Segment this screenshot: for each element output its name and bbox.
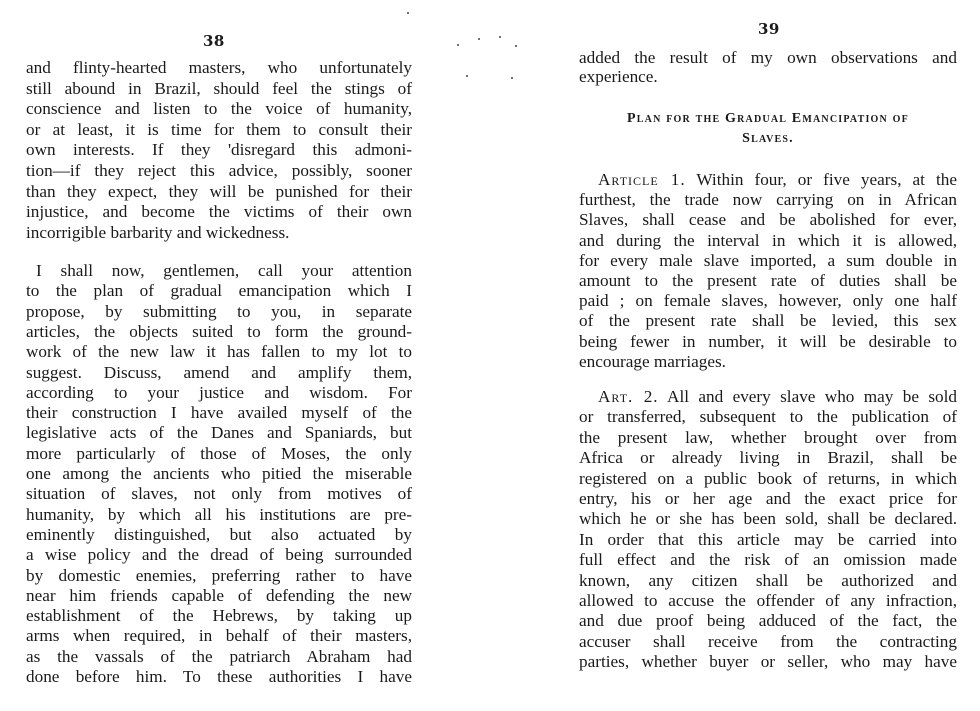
print-speck	[466, 75, 468, 77]
text-line: I shall now, gentlemen, call your attention	[36, 261, 412, 280]
print-speck	[478, 38, 480, 40]
text-line: more particularly of those of Moses, the only	[26, 443, 412, 463]
article-text: All and every slave who may be sold	[667, 387, 957, 406]
text-line: amount to the present rate of duties shall be	[579, 271, 957, 290]
text-line: entry, his or her age and the exact price for	[579, 489, 957, 508]
text-line: propose, by submitting to you, in separate	[26, 301, 412, 321]
text-line: one among the ancients who pitied the miserable	[26, 464, 412, 483]
text-line: Slaves, shall cease and be abolished for ever,	[579, 210, 957, 230]
text-line: injustice, and become the victims of their own	[26, 202, 412, 222]
text-line: and flinty-hearted masters, who unfortunately	[26, 58, 412, 77]
text-line: of the present rate shall be levied, this sex	[579, 311, 957, 331]
text-line: eminently distinguished, but also actuated by	[26, 524, 412, 544]
text-line: still abound in Brazil, should feel the stings of	[26, 78, 412, 98]
text-line: encourage marriages.	[579, 351, 726, 371]
text-line: added the result of my own observations and	[579, 48, 957, 67]
text-line: parties, whether buyer or seller, who may have	[579, 652, 957, 672]
page-number: 38	[203, 32, 225, 50]
text-line: arms when required, in behalf of their masters,	[26, 626, 412, 646]
print-speck	[511, 77, 513, 79]
page-number: 39	[758, 20, 780, 38]
text-line: conscience and listen to the voice of humanity,	[26, 99, 412, 119]
text-line: work of the new law it has fallen to my lot to	[26, 342, 412, 362]
text-line: being fewer in number, it will be desirable to	[579, 331, 957, 351]
section-heading: Slaves.	[742, 131, 794, 146]
article-2-first-line	[598, 387, 957, 407]
text-line: by domestic enemies, preferring rather to have	[26, 565, 412, 585]
article-label: Art. 2.	[598, 387, 659, 406]
text-line: accuser shall receive from the contracting	[579, 631, 957, 651]
print-speck	[499, 36, 501, 38]
text-line: registered on a public book of returns, in which	[579, 468, 957, 488]
text-line: according to your justice and wisdom. For	[26, 382, 412, 402]
article-text: Within four, or five years, at the	[696, 170, 957, 189]
text-line: and during the interval in which it is allowed,	[579, 230, 957, 250]
text-line: their construction I have availed myself of the	[26, 403, 412, 423]
text-line: incorrigible barbarity and wickedness.	[26, 222, 290, 242]
text-line: situation of slaves, not only from motives of	[26, 484, 412, 504]
print-speck	[515, 45, 517, 47]
text-line: Africa or already living in Brazil, shall be	[579, 448, 957, 468]
text-line: to the plan of gradual emancipation which I	[26, 281, 412, 301]
text-line: experience.	[579, 67, 658, 86]
text-line: and due proof being adduced of the fact, the	[579, 611, 957, 631]
text-line: legislative acts of the Danes and Spaniards, but	[26, 423, 412, 443]
print-speck	[407, 12, 409, 14]
text-line: allowed to accuse the offender of any infraction,	[579, 591, 957, 610]
text-line: known, any citizen shall be authorized and	[579, 570, 957, 590]
text-line: establishment of the Hebrews, by taking up	[26, 606, 412, 626]
text-line: articles, the objects suited to form the ground-	[26, 321, 412, 341]
text-line: tion—if they reject this advice, possibly, sooner	[26, 161, 412, 180]
text-line: the present law, whether brought over from	[579, 427, 957, 447]
text-line: suggest. Discuss, amend and amplify them,	[26, 362, 412, 382]
text-line: humanity, by which all his institutions are pre-	[26, 504, 412, 524]
text-line: or transferred, subsequent to the publication of	[579, 407, 957, 427]
text-line: In order that this article may be carried into	[579, 529, 957, 549]
text-line: paid ; on female slaves, however, only one half	[579, 291, 957, 311]
right-page	[500, 0, 980, 711]
text-line: than they expect, they will be punished for their	[26, 181, 412, 201]
text-line: furthest, the trade now carrying on in African	[579, 190, 957, 210]
text-line: or at least, it is time for them to consult their	[26, 119, 412, 139]
text-line: done before him. To these authorities I have	[26, 667, 412, 686]
left-page	[0, 0, 470, 711]
text-line: near him friends capable of defending the new	[26, 585, 412, 605]
section-heading: Plan for the Gradual Emancipation of	[627, 111, 909, 126]
text-line: which he or she has been sold, shall be declared.	[579, 509, 957, 529]
print-speck	[457, 44, 459, 46]
article-1-first-line	[598, 170, 957, 190]
text-line: own interests. If they 'disregard this admoni-	[26, 140, 412, 160]
text-line: full effect and the risk of an omission made	[579, 550, 957, 570]
text-line: a wise policy and the dread of being surrounded	[26, 545, 412, 565]
text-line: for every male slave imported, a sum double in	[579, 250, 957, 270]
text-line: as the vassals of the patriarch Abraham had	[26, 646, 412, 666]
article-label: Article 1.	[598, 170, 686, 189]
